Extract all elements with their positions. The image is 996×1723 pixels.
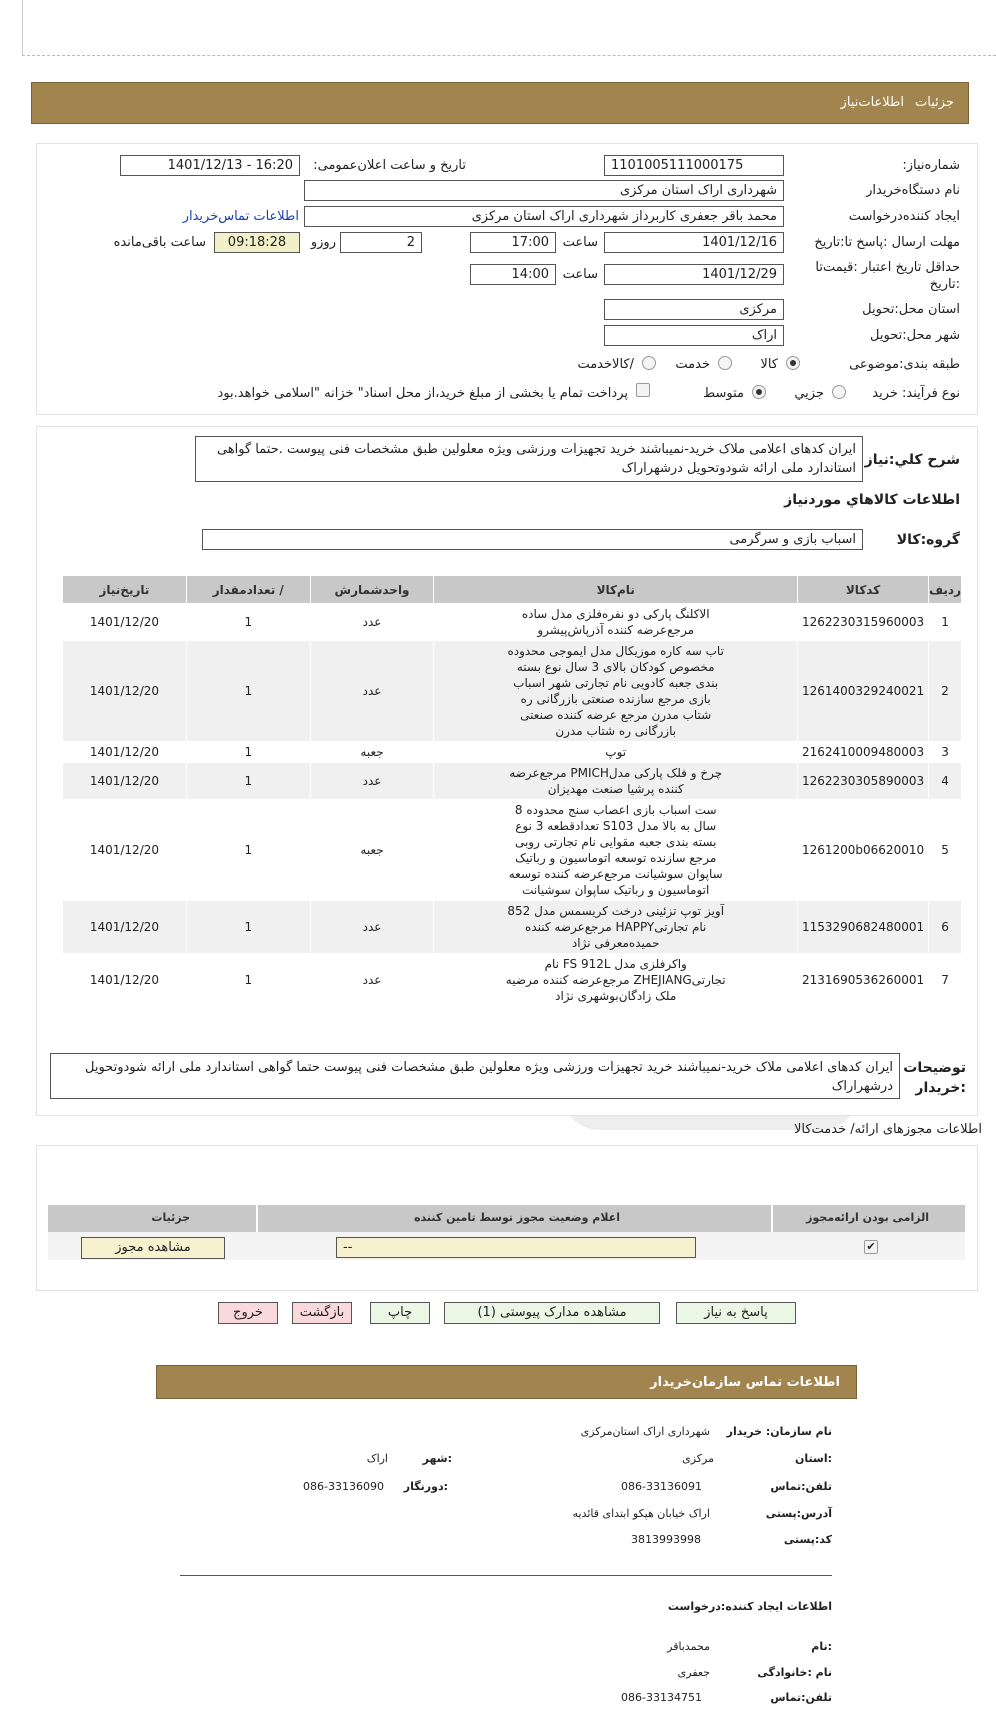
category-goods-service-radio[interactable] bbox=[642, 356, 656, 370]
item-code-cell: 1261200b06620010 bbox=[797, 800, 928, 901]
creator-phone-label: تلفن:تماس bbox=[770, 1691, 832, 1704]
contact-province-label: :استان bbox=[795, 1452, 832, 1465]
row-number-cell: 2 bbox=[929, 641, 962, 742]
header-bar bbox=[31, 82, 969, 124]
quantity-cell: 1 bbox=[186, 604, 310, 641]
countdown-field: 09:18:28 bbox=[214, 232, 300, 253]
contact-org-label: نام سازمان: خریدار bbox=[726, 1425, 832, 1438]
category-goods-radio[interactable] bbox=[786, 356, 800, 370]
unit-cell: جعبه bbox=[310, 800, 434, 901]
treasury-payment-checkbox[interactable] bbox=[636, 383, 650, 397]
table-row bbox=[63, 954, 962, 1007]
need-date-cell: 1401/12/20 bbox=[63, 763, 187, 800]
province-label: استان محل:تحویل bbox=[862, 302, 960, 317]
city-field: اراک bbox=[604, 325, 784, 346]
category-label: طبقه بندی:موضوعی bbox=[849, 357, 960, 372]
need-number-field: 1101005111000175 bbox=[604, 155, 784, 176]
need-date-cell: 1401/12/20 bbox=[63, 901, 187, 954]
row-number-cell: 6 bbox=[929, 901, 962, 954]
price-validity-label-2: :تاریخ bbox=[929, 277, 960, 292]
deadline-date-field: 1401/12/16 bbox=[604, 232, 784, 253]
row-number-cell: 1 bbox=[929, 604, 962, 641]
quantity-cell: 1 bbox=[186, 742, 310, 763]
province-field: مرکزی bbox=[604, 299, 784, 320]
requester-label: ایجاد کننده‌درخواست bbox=[848, 209, 960, 224]
city-label: شهر محل:تحویل bbox=[870, 328, 960, 343]
price-validity-date-field: 1401/12/29 bbox=[604, 264, 784, 285]
table-row bbox=[63, 763, 962, 800]
unit-cell: عدد bbox=[310, 954, 434, 1007]
deadline-time-label: ساعت bbox=[562, 235, 598, 250]
row-number-cell: 3 bbox=[929, 742, 962, 763]
creator-name-label: :نام bbox=[811, 1640, 832, 1653]
permits-title: اطلاعات مجوزهای ارائه/ خدمت‌کالا bbox=[793, 1122, 982, 1137]
goods-table bbox=[62, 575, 962, 1007]
respond-button[interactable]: پاسخ به نیاز bbox=[676, 1302, 796, 1324]
contact-province-value: مرکزی bbox=[682, 1452, 714, 1465]
creator-title: اطلاعات ایجاد کننده:درخواست bbox=[667, 1600, 832, 1613]
creator-name-value: محمدباقر bbox=[667, 1640, 710, 1653]
unit-cell: جعبه bbox=[310, 742, 434, 763]
category-goods-label: کالا bbox=[760, 357, 778, 372]
table-row bbox=[63, 742, 962, 763]
days-field: 2 bbox=[340, 232, 422, 253]
contact-address-label: آدرس:پستی bbox=[765, 1507, 832, 1520]
category-service-label: خدمت bbox=[675, 357, 710, 372]
item-code-cell: 2131690536260001 bbox=[797, 954, 928, 1007]
quantity-cell: 1 bbox=[186, 641, 310, 742]
item-code-cell: 1262230305890003 bbox=[797, 763, 928, 800]
table-row bbox=[63, 604, 962, 641]
item-name-cell: الاکلنگ پارکی دو نفره‌فلزی مدل ساده مرجع‌عرضه کننده آذرپاش‌پیشرو bbox=[434, 604, 798, 641]
process-medium-radio[interactable] bbox=[752, 385, 766, 399]
back-button[interactable]: بازگشت bbox=[292, 1302, 352, 1324]
announce-field: 1401/12/13 - 16:20 bbox=[120, 155, 300, 176]
quantity-cell: 1 bbox=[186, 901, 310, 954]
process-medium-label: متوسط bbox=[703, 386, 744, 401]
view-permit-button[interactable]: مشاهده مجوز bbox=[81, 1237, 225, 1259]
contact-fax-value: 086-33136090 bbox=[303, 1480, 384, 1493]
buyer-notes-label: توضیحات bbox=[903, 1060, 966, 1076]
row-number-cell: 4 bbox=[929, 763, 962, 800]
unit-cell: عدد bbox=[310, 901, 434, 954]
permits-col-required: الزامی بودن ارائه‌مجوز bbox=[806, 1211, 929, 1224]
contact-address-value: اراک خیابان هپکو ابتدای قائدیه bbox=[572, 1507, 710, 1520]
treasury-payment-note: پرداخت تمام یا بخشی از مبلغ خرید،از محل اسناد" خزانه "اسلامی خواهد.بود bbox=[217, 386, 628, 401]
need-number-label: شماره‌نیاز: bbox=[902, 158, 960, 173]
need-date-cell: 1401/12/20 bbox=[63, 954, 187, 1007]
need-date-cell: 1401/12/20 bbox=[63, 604, 187, 641]
creator-family-value: جعفری bbox=[677, 1666, 710, 1679]
description-title: شرح کلي:نیاز bbox=[864, 452, 960, 468]
goods-group-label: گروه:کالا bbox=[896, 532, 960, 548]
need-date-cell: 1401/12/20 bbox=[63, 742, 187, 763]
contact-postal-value: 3813993998 bbox=[631, 1533, 701, 1546]
permits-col-status: اعلام وضعیت مجوز توسط تامین کننده bbox=[414, 1211, 620, 1224]
need-date-cell: 1401/12/20 bbox=[63, 641, 187, 742]
item-name-cell: توپ bbox=[434, 742, 798, 763]
quantity-cell: 1 bbox=[186, 763, 310, 800]
requester-field: محمد باقر جعفری کاربرداز شهرداری اراک استان مرکزی bbox=[304, 206, 784, 227]
contact-phone-label: تلفن:تماس bbox=[770, 1480, 832, 1493]
table-row bbox=[63, 800, 962, 901]
col-name: نام‌کالا bbox=[434, 576, 798, 604]
contact-org-value: شهرداری اراک استان‌مرکزی bbox=[580, 1425, 710, 1438]
need-date-cell: 1401/12/20 bbox=[63, 800, 187, 901]
process-minor-label: جزيي bbox=[794, 386, 824, 401]
tab-need-info[interactable]: اطلاعات‌نیاز bbox=[840, 95, 904, 110]
tab-details[interactable]: جزئیات bbox=[915, 95, 954, 110]
description-box: ایران کدهای اعلامی ملاک خرید-نمیباشند خرید تجهیزات ورزشی ویژه معلولین طبق مشخصات فنی پیوست .حتما گواهی استاندارد ملی ارائه شودوتحویل درشهراراک bbox=[195, 436, 863, 482]
contact-city-label: :شهر bbox=[422, 1452, 452, 1465]
item-name-cell: ست اسباب بازی اعصاب سنج محدوده 8 سال به بالا مدل S103 تعدادقطعه 3 نوع بسته بندی جعبه مقوایی نام تجارتی روبی مرجع سازنده توسعه اتوماسیون و رباتیک ساپوان سوشیانت مرجع‌عرضه کننده توسعه اتوماسیون و رباتیک ساپوان سوشیانت bbox=[434, 800, 798, 901]
row-number-cell: 5 bbox=[929, 800, 962, 901]
unit-cell: عدد bbox=[310, 641, 434, 742]
item-code-cell: 1262230315960003 bbox=[797, 604, 928, 641]
col-qty: / تعدادمقدار bbox=[186, 576, 310, 604]
goods-table-header bbox=[63, 576, 962, 604]
creator-phone-value: 086-33134751 bbox=[621, 1691, 702, 1704]
buyer-org-field: شهرداری اراک استان مرکزی bbox=[304, 180, 784, 201]
category-goods-service-label: /کالاخدمت bbox=[577, 357, 634, 372]
exit-button[interactable]: خروج bbox=[218, 1302, 278, 1324]
item-code-cell: 1153290682480001 bbox=[797, 901, 928, 954]
item-code-cell: 1261400329240021 bbox=[797, 641, 928, 742]
unit-cell: عدد bbox=[310, 763, 434, 800]
buyer-contact-link[interactable]: اطلاعات تماس‌خریدار bbox=[182, 209, 299, 224]
buyer-org-label: نام دستگاه‌خریدار bbox=[866, 183, 960, 198]
process-label: نوع فرآیند: خرید bbox=[872, 386, 960, 401]
item-name-cell: واکرفلزی مدل FS 912L نام تجارتیZHEJIANG مرجع‌عرضه کننده مرضیه ملک زادگان‌بوشهری نژاد bbox=[434, 954, 798, 1007]
contact-divider bbox=[180, 1575, 832, 1576]
permit-status-field[interactable]: -- bbox=[336, 1237, 696, 1258]
table-row bbox=[63, 901, 962, 954]
col-date: تاریخ‌نیاز bbox=[63, 576, 187, 604]
remaining-label: ساعت باقی‌مانده bbox=[113, 235, 206, 250]
col-row: رديف bbox=[929, 576, 962, 604]
buyer-notes-label-2: :خریدار bbox=[915, 1080, 966, 1096]
col-code: کدکالا bbox=[797, 576, 928, 604]
process-minor-radio[interactable] bbox=[832, 385, 846, 399]
quantity-cell: 1 bbox=[186, 800, 310, 901]
quantity-cell: 1 bbox=[186, 954, 310, 1007]
item-name-cell: تاب سه کاره موزیکال مدل ایموجی محدوده مخصوص کودکان بالای 3 سال نوع بسته بندی جعبه کادویی نام تجارتی شهر اسباب بازی مرجع سازنده صنعتی بازرگانی ره شتاب مدرن مرجع عرضه کننده صنعتی بازرگانی ره شتاب مدرن bbox=[434, 641, 798, 742]
print-button[interactable]: چاپ bbox=[370, 1302, 430, 1324]
col-unit: واحدشمارش bbox=[310, 576, 434, 604]
price-validity-time-label: ساعت bbox=[562, 267, 598, 282]
contact-title: اطلاعات تماس سازمان‌خریدار bbox=[650, 1375, 840, 1390]
announce-label: تاریخ و ساعت اعلان‌عمومی: bbox=[313, 158, 466, 173]
goods-info-title: اطلاعات کالاهاي موردنیاز bbox=[784, 492, 960, 508]
attachments-button[interactable]: مشاهده مدارک پیوستی (1) bbox=[444, 1302, 660, 1324]
category-service-radio[interactable] bbox=[718, 356, 732, 370]
deadline-time-field: 17:00 bbox=[470, 232, 556, 253]
unit-cell: عدد bbox=[310, 604, 434, 641]
buyer-notes-box: ایران کدهای اعلامی ملاک خرید-نمیباشند خرید تجهیزات ورزشی ویژه معلولین طبق مشخصات فنی پیوست حتما گواهی استاندارد ملی ارائه شودوتحویل درشهراراک bbox=[50, 1053, 900, 1099]
creator-family-label: نام :خانوادگی bbox=[757, 1666, 832, 1679]
contact-city-value: اراک bbox=[366, 1452, 388, 1465]
price-validity-time-field: 14:00 bbox=[470, 264, 556, 285]
item-name-cell: آویز توپ تزئینی درخت کریسمس مدل 852 نام تجارتیHAPPY مرجع‌عرضه کننده حمیده‌معرفی نژاد bbox=[434, 901, 798, 954]
contact-header bbox=[156, 1365, 857, 1399]
item-code-cell: 2162410009480003 bbox=[797, 742, 928, 763]
table-row bbox=[63, 641, 962, 742]
deadline-label: مهلت ارسال :پاسخ تا:تاریخ bbox=[814, 235, 960, 250]
permit-required-checkbox: ✔ bbox=[864, 1240, 878, 1254]
contact-postal-label: کد:پستی bbox=[783, 1533, 832, 1546]
permits-header bbox=[48, 1205, 965, 1232]
contact-fax-label: :دورنگار bbox=[403, 1480, 448, 1493]
goods-group-field: اسباب بازی و سرگرمی bbox=[202, 529, 863, 550]
permits-col-details: جزئیات bbox=[151, 1211, 190, 1224]
row-number-cell: 7 bbox=[929, 954, 962, 1007]
day-label: روزو bbox=[310, 235, 336, 250]
contact-phone-value: 086-33136091 bbox=[621, 1480, 702, 1493]
item-name-cell: چرخ و فلک پارکی مدلPMICH مرجع‌عرضه کننده پرشیا صنعت مهدیزان bbox=[434, 763, 798, 800]
price-validity-label: حداقل تاریخ اعتبار :قیمت‌تا bbox=[815, 260, 960, 275]
